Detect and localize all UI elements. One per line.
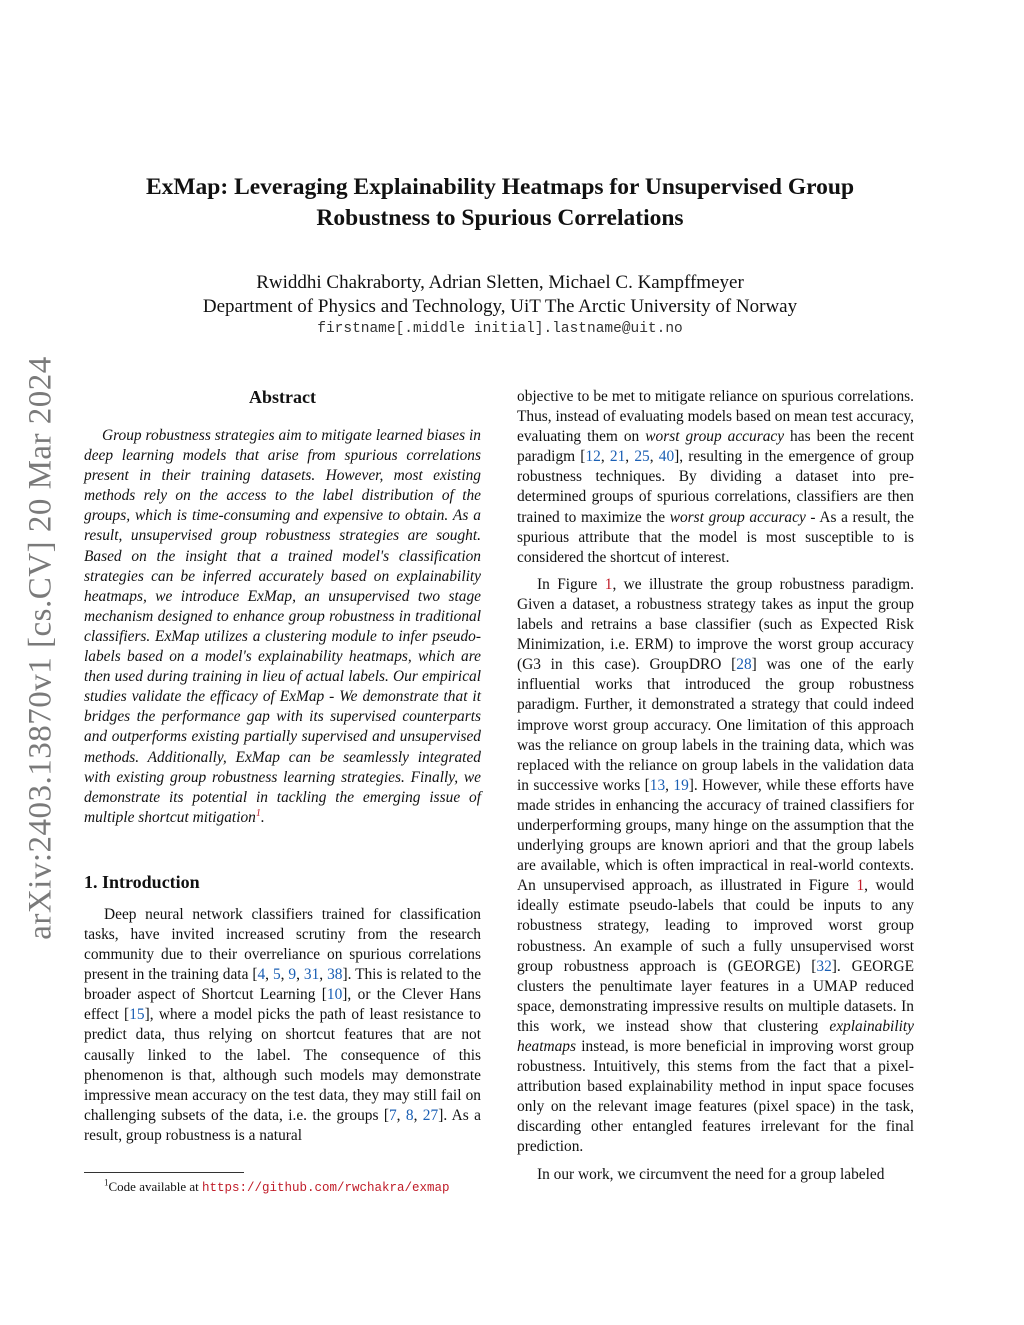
footnote xyxy=(84,1172,484,1196)
right-column xyxy=(517,387,914,1192)
text-run: , we illustrate the group robustness paradigm. Given a dataset, a robustness strategy takes as input the group labels and retrains a base classifier (such as Expected Risk Minimization, i.e. ERM) to improve the worst group accuracy (G3 in this case). GroupDRO [ xyxy=(517,575,914,674)
arxiv-side-stamp xyxy=(18,348,64,948)
text-run: ] was one of the early influential works that introduced the group robustness paradigm. Further, it demonstrated a strategy that could indeed improve worst group accuracy. One limitation of this approach was the reliance on group labels in the training data, which was replaced with the reliance on group labels in the validation data in successive works [ xyxy=(517,656,914,794)
citation-link[interactable]: 38 xyxy=(327,966,343,984)
citation-link[interactable]: 21 xyxy=(609,448,626,466)
text-run: In Figure xyxy=(537,575,605,593)
citation-link[interactable]: 4 xyxy=(257,966,266,984)
section-heading-introduction: 1. Introduction xyxy=(84,871,200,892)
footnote-label: Code available at xyxy=(108,1179,202,1194)
emphasis-text: explainability heatmaps xyxy=(517,1017,914,1055)
citation-link[interactable]: 12 xyxy=(585,448,601,466)
footnote-mark: 1 xyxy=(104,1177,109,1188)
text-run: Deep neural network classifiers trained for classification tasks, have invited increased scrutiny from the research community due to their overreliance on spurious correlations present in the training data [ xyxy=(84,905,481,984)
code-url-link[interactable]: https://github.com/rwchakra/exmap xyxy=(202,1181,450,1195)
affiliation: Department of Physics and Technology, UiT The Arctic University of Norway xyxy=(202,296,798,317)
text-run: ], or the Clever Hans effect [ xyxy=(84,986,481,1024)
footnote-link[interactable]: 1 xyxy=(255,807,261,819)
text-run: ]. However, while these efforts have made strides in enhancing the accuracy of trained classifiers for underperforming groups, many hinge on the assumption that the underlying groups are known apriori and that the group labels are available, which is often impractical in real-world contexts. An unsupervised approach, as illustrated in Figure xyxy=(517,776,914,895)
arxiv-identifier: arXiv:2403.13870v1 [cs.CV] 20 Mar 2024 xyxy=(22,356,59,940)
right-paragraph-2: In Figure 1, we illustrate the group robustness paradigm. Given a dataset, a robustness strategy takes as input the group labels and retrains a base classifier (such as Expected Risk Minimization, i.e. ERM) to improve the worst group accuracy (G3 in this case). GroupDRO [28] was one of the early influential works that introduced the group robustness paradigm. Further, it demonstrated a strategy that could indeed improve worst group accuracy. One limitation of this approach was the reliance on group labels in the training data, which was replaced with the reliance on group labels in the validation data in successive works [13, 19]. However, while these efforts have made strides in enhancing the accuracy of trained classifiers for underperforming groups, many hinge on the assumption that the underlying groups are known apriori and that the group labels are available, which is often impractical in real-world contexts. An unsupervised approach, as illustrated in Figure 1, would ideally estimate pseudo-labels that could be inputs to any robustness strategy, leading to improved worst group robustness. An example of such a fully unsupervised worst group robustness approach is (GEORGE) [32]. GEORGE clusters the penultimate layer features in a UMAP reduced space, demonstrating impressive results on multiple datasets. In this work, we instead show that clustering explainability heatmaps instead, is more beneficial in improving worst group robustness. Intuitively, this stems from the fact that a pixel-attribution based explainability method in input space focuses only on the relevant image features (pixel space) in the task, discarding other entangled features irrelevant for the final prediction. xyxy=(517,575,914,1156)
intro-paragraph-1: Deep neural network classifiers trained for classification tasks, have invited increased scrutiny from the research community due to their overreliance on spurious correlations present in the training data [4, 5, 9, 31, 38]. This is related to the broader aspect of Shortcut Learning [10], or the Clever Hans effect [15], where a model picks the path of least resistance to predict data, thus relying on shortcut features that are not causally linked to the label. The consequence of this phenomenon is that, although such models may demonstrate impressive mean accuracy on the test data, they may still fail on challenging subsets of the data, i.e. the groups [7, 8, 27]. As a result, group robustness is a natural xyxy=(84,905,482,1144)
emphasis-text: worst group accuracy xyxy=(645,428,785,446)
citation-link[interactable]: 7 xyxy=(388,1106,397,1124)
text-run: ]. GEORGE clusters the penultimate layer features in a UMAP reduced space, demonstrating impressive results on multiple datasets. In this work, we instead show that clustering xyxy=(517,957,914,1035)
paper-title: ExMap: Leveraging Explainability Heatmaps for Unsupervised Group Robustness to Spurious Correlations xyxy=(145,174,855,231)
citation-link[interactable]: 9 xyxy=(288,966,297,984)
text-run: ]. As a result, group robustness is a natural xyxy=(84,1106,481,1144)
abstract-end: . xyxy=(260,808,265,826)
citation-link[interactable]: 27 xyxy=(422,1106,439,1124)
citation-link[interactable]: 40 xyxy=(658,448,675,466)
citation-link[interactable]: 8 xyxy=(405,1106,414,1124)
abstract-heading: Abstract xyxy=(249,387,316,407)
text-run: has been the recent paradigm [ xyxy=(517,428,914,466)
text-run: - As a result, the spurious attribute that the model is most susceptible to is considered the shortcut of interest. xyxy=(517,508,915,566)
text-run: ], where a model picks the path of least resistance to predict data, thus relying on shortcut features that are not causally linked to the label. The consequence of this phenomenon is that, although such models may demonstrate impressive mean accuracy on the test data, they may still fail on challenging subsets of the data, i.e. the groups [ xyxy=(84,1006,482,1124)
citation-link[interactable]: 19 xyxy=(673,776,689,794)
text-run: , would ideally estimate pseudo-labels that could be inputs to any robustness strategy, leading to improved worst group robustness. An example of such a fully unsupervised worst group robustness approach is (GEORGE) [ xyxy=(517,877,914,975)
citation-link[interactable]: 28 xyxy=(736,656,752,674)
text-run: instead, is more beneficial in improving worst group robustness. Intuitively, this stems from the fact that a pixel-attribution based explainability method in input space focuses only on the relevant image features (pixel space) in the task, discarding other entangled features irrelevant for the final prediction. xyxy=(517,1038,914,1156)
text-run: objective to be met to mitigate reliance on spurious correlations. Thus, instead of evaluating models based on mean test accuracy, evaluating them on xyxy=(517,388,914,446)
left-column xyxy=(84,385,481,1153)
footnote-text xyxy=(84,1179,484,1196)
citation-link[interactable]: 31 xyxy=(303,966,320,984)
footnote-divider xyxy=(84,1172,244,1173)
text-run: ]. This is related to the broader aspect of Shortcut Learning [ xyxy=(84,966,482,1004)
email-address: firstname[.middle initial].lastname@uit.no xyxy=(317,321,683,337)
emphasis-text: worst group accuracy xyxy=(669,508,806,526)
author-list: Rwiddhi Chakraborty, Adrian Sletten, Michael C. Kampffmeyer xyxy=(256,272,744,293)
citation-link[interactable]: 5 xyxy=(272,966,281,984)
abstract-body xyxy=(84,426,481,828)
right-paragraph-1: objective to be met to mitigate reliance on spurious correlations. Thus, instead of evaluating models based on mean test accuracy, evaluating them on worst group accuracy has been the recent paradigm [12, 21, 25, 40], resulting in the emergence of group robustness techniques. By dividing a dataset into pre-determined groups of spurious correlations, classifiers are then trained to maximize the worst group accuracy - As a result, the spurious attribute that the model is most susceptible to is considered the shortcut of interest. xyxy=(517,388,915,566)
citation-link[interactable]: 25 xyxy=(634,448,650,466)
citation-link[interactable]: 10 xyxy=(326,986,343,1004)
text-run: ], resulting in the emergence of group robustness techniques. By dividing a dataset into pre-determined groups of spurious correlations, classifiers are then trained to maximize the xyxy=(517,448,914,526)
citation-link[interactable]: 13 xyxy=(649,776,666,794)
figure-link[interactable]: 1 xyxy=(604,575,613,593)
figure-link[interactable]: 1 xyxy=(856,877,865,895)
citation-link[interactable]: 32 xyxy=(816,957,832,975)
abstract-text: Group robustness strategies aim to mitigate learned biases in deep learning models that arise from spurious correlations present in their training datasets. However, most existing methods rely on the access to the label distribution of the groups, which is time-consuming and expensive to obtain. As a result, unsupervised group robustness strategies are sought. Based on the insight that a trained model's classification strategies can be inferred accurately based on explainability heatmaps, we introduce ExMap, an unsupervised two stage mechanism designed to enhance group robustness in traditional classifiers. ExMap utilizes a clustering module to infer pseudo-labels based on a model's explainability heatmaps, which are then used during training in lieu of actual labels. Our empirical studies validate the efficacy of ExMap - We demonstrate that it bridges the performance gap with its supervised counterparts and outperforms existing partially supervised and unsupervised methods. Additionally, ExMap can be seamlessly integrated with existing group robustness learning strategies. Finally, we demonstrate its potential in tackling the emerging issue of multiple shortcut mitigation xyxy=(84,427,481,826)
right-paragraph-3: In our work, we circumvent the need for a group labeled xyxy=(537,1165,885,1183)
citation-link[interactable]: 15 xyxy=(129,1006,145,1024)
